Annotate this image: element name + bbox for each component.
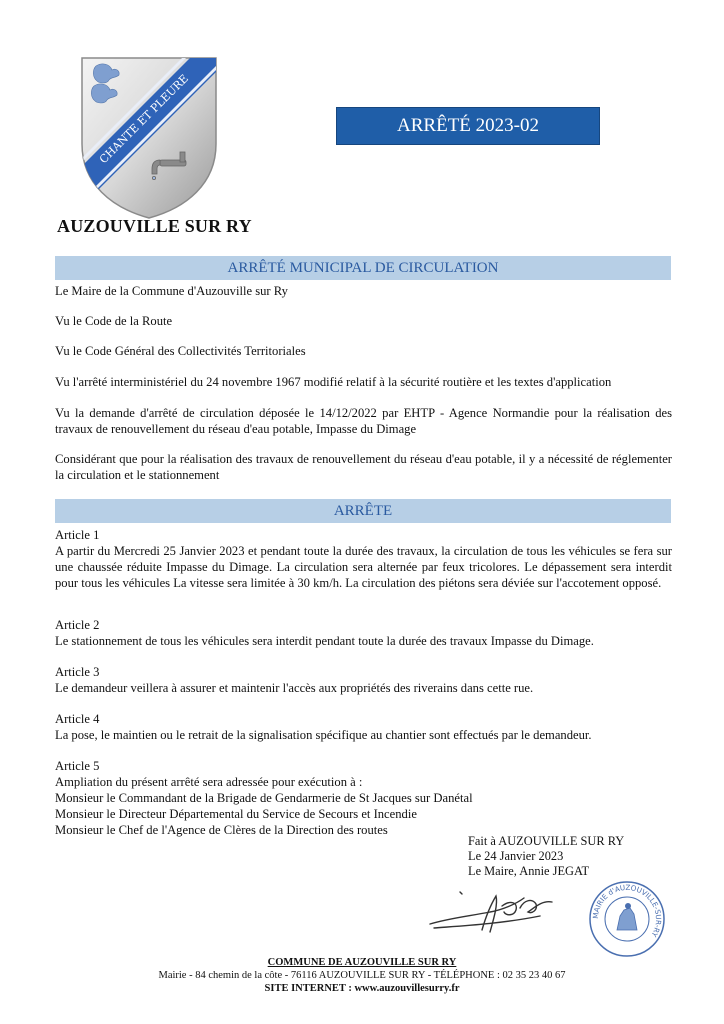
footer-address: Mairie - 84 chemin de la côte - 76116 AUZOUVILLE SUR RY - TÉLÉPHONE : 02 35 23 40 67: [158, 970, 566, 981]
signature-date: Le 24 Janvier 2023: [468, 849, 564, 863]
mayor-line: Le Maire de la Commune d'Auzouville sur Ry: [55, 284, 288, 298]
coat-of-arms-logo: [74, 52, 224, 222]
article-5-line: Ampliation du présent arrêté sera adressée pour exécution à :: [55, 775, 363, 789]
footer-website: SITE INTERNET : www.auzouvillesurry.fr: [264, 983, 460, 994]
considerant: Considérant que pour la réalisation des travaux de renouvellement du réseau d'eau potable, il y a nécessité de réglementer la circulation et le stationnement: [55, 452, 672, 482]
article-5-title: Article 5: [55, 759, 100, 773]
section-heading-arrete: ARRÊTE: [55, 499, 671, 523]
commune-name: AUZOUVILLE SUR RY: [57, 216, 252, 236]
article-3-text: Le demandeur veillera à assurer et maintenir l'accès aux propriétés des riverains dans cette rue.: [55, 681, 534, 695]
mairie-stamp: [588, 880, 666, 958]
visa-code-route: Vu le Code de la Route: [55, 314, 173, 328]
article-3-title: Article 3: [55, 665, 100, 679]
handwritten-signature: [420, 886, 575, 941]
page-footer: [0, 956, 724, 995]
stamp-text: MAIRIE d'AUZOUVILLE-SUR-RY: [590, 882, 664, 939]
article-4-text: La pose, le maintien ou le retrait de la signalisation spécifique au chantier sont effectués par le demandeur.: [55, 728, 592, 742]
crest-motto: CHANTE ET PLEURE: [96, 70, 193, 167]
article-2-text: Le stationnement de tous les véhicules sera interdit pendant toute la durée des travaux Impasse du Dimage.: [55, 634, 594, 648]
article-5-line: Monsieur le Directeur Départemental du Service de Secours et Incendie: [55, 807, 417, 821]
visa-demande: Vu la demande d'arrêté de circulation déposée le 14/12/2022 par EHTP - Agence Normandie pour la réalisation des travaux de renouvellement du réseau d'eau potable, Impasse du Dimage: [55, 406, 672, 436]
footer-commune: COMMUNE DE AUZOUVILLE SUR RY: [267, 957, 457, 968]
article-5-line: Monsieur le Commandant de la Brigade de Gendarmerie de St Jacques sur Danétal: [55, 791, 473, 805]
article-1-text: A partir du Mercredi 25 Janvier 2023 et pendant toute la durée des travaux, la circulation de tous les véhicules se fera sur une chaussée réduite Impasse du Dimage. La circulation sera alternée par feux tricolores. Le dépassement sera interdit pour tous les véhicules La vitesse sera limitée à 30 km/h. La circulation des piétons sera déviée sur l'accotement opposé.: [55, 544, 672, 590]
visa-code-collectivites: Vu le Code Général des Collectivités Territoriales: [55, 344, 306, 358]
visa-arrete-1967: Vu l'arrêté interministériel du 24 novembre 1967 modifié relatif à la sécurité routière et les textes d'application: [55, 375, 612, 389]
article-2-title: Article 2: [55, 618, 100, 632]
article-5-line: Monsieur le Chef de l'Agence de Clères de la Direction des routes: [55, 823, 388, 837]
section-heading-municipal: ARRÊTÉ MUNICIPAL DE CIRCULATION: [55, 256, 671, 280]
article-4-title: Article 4: [55, 712, 100, 726]
signature-place: Fait à AUZOUVILLE SUR RY: [468, 834, 625, 848]
signature-signer: Le Maire, Annie JEGAT: [468, 864, 590, 878]
article-1-title: Article 1: [55, 528, 100, 542]
decree-title: ARRÊTÉ 2023-02: [336, 107, 600, 145]
signature-block: [468, 834, 624, 879]
